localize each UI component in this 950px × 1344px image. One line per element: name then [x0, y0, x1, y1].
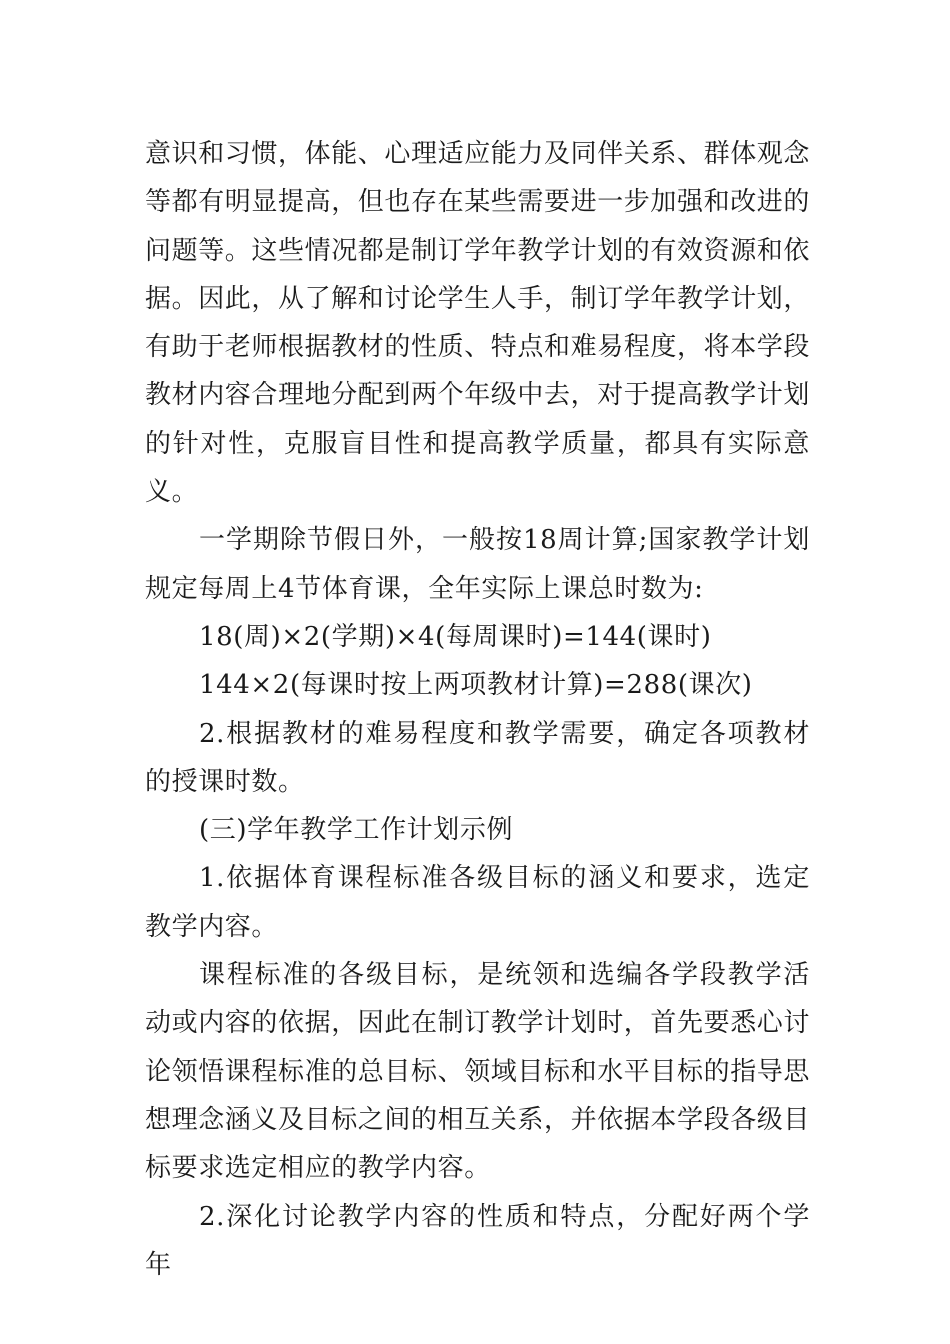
paragraph-item-2-deepen: 2.深化讨论教学内容的性质和特点，分配好两个学年: [145, 1201, 810, 1280]
paragraph-item-2-hours: 2.根据教材的难易程度和教学需要，确定各项教材的授课时数。: [145, 718, 810, 797]
document-body: [145, 130, 810, 1289]
section-heading-example: (三)学年教学工作计划示例: [199, 815, 514, 846]
formula-lesson-count: 144×2(每课时按上两项教材计算)=288(课次): [199, 670, 753, 701]
paragraph-continuation: 意识和习惯，体能、心理适应能力及同伴关系、群体观念等都有明显提高，但也存在某些需要进一步加强和改进的问题等。这些情况都是制订学年教学计划的有效资源和依据。因此，从了解和讨论学生人手，制订学年教学计划，有助于老师根据教材的性质、特点和难易程度，将本学段教材内容合理地分配到两个年级中去，对于提高教学计划的针对性，克服盲目性和提高教学质量，都具有实际意义。: [145, 139, 811, 508]
formula-lesson-hours: 18(周)×2(学期)×4(每周课时)=144(课时): [199, 621, 712, 652]
paragraph-item-1-content: 1.依据体育课程标准各级目标的涵义和要求，选定教学内容。: [145, 863, 810, 942]
paragraph-semester-weeks: 一学期除节假日外，一般按18周计算;国家教学计划规定每周上4节体育课，全年实际上课总时数为:: [145, 525, 810, 604]
paragraph-curriculum-goals: 课程标准的各级目标，是统领和选编各学段教学活动或内容的依据，因此在制订教学计划时，首先要悉心讨论领悟课程标准的总目标、领域目标和水平目标的指导思想理念涵义及目标之间的相互关系，并依据本学段各级目标要求选定相应的教学内容。: [145, 960, 811, 1184]
